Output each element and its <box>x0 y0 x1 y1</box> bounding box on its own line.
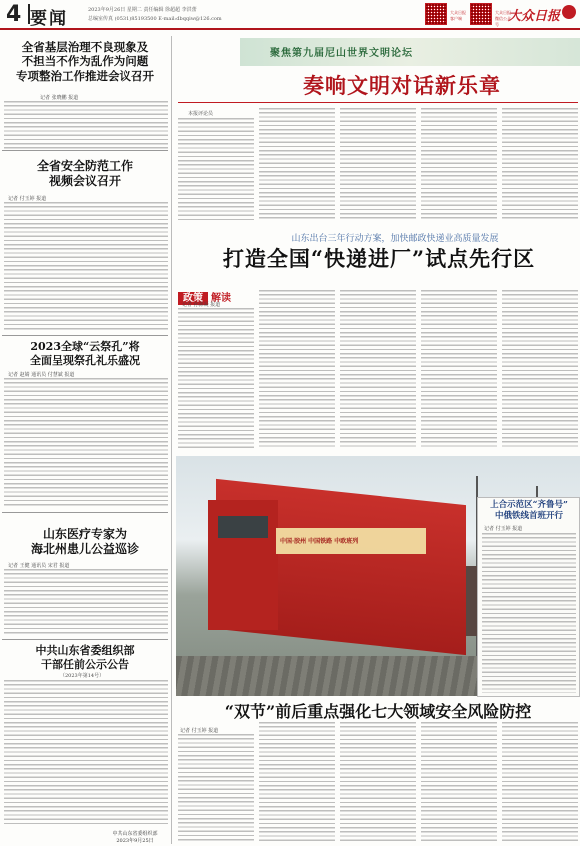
feature-body-col3 <box>340 108 416 220</box>
page-number: 4 <box>6 2 22 27</box>
article5-footer: 中共山东省委组织部 2023年9月25日 <box>112 831 158 844</box>
feature-body-col5 <box>502 108 578 220</box>
article1-title: 全省基层治理不良现象及 不担当不作为乱作为问题 专项整治工作推进会议召开 <box>16 40 154 83</box>
article1-body <box>4 101 168 149</box>
feature-headline: 奏响文明对话新乐章 <box>303 73 501 98</box>
article3-body <box>4 378 168 508</box>
safety-byline: 记者 付玉婷 报道 <box>180 728 219 734</box>
feature-body-col1 <box>178 118 254 220</box>
express-body-col5 <box>502 290 578 448</box>
article5-title: 中共山东省委组织部 干部任前公示公告 <box>35 644 135 671</box>
newspaper-logo: 大众日报 <box>508 9 561 24</box>
divider <box>2 512 168 513</box>
divider <box>178 102 578 103</box>
safety-body-col1 <box>178 734 254 842</box>
railway-box-title: 上合示范区“齐鲁号” 中俄铁线首班开行 <box>490 500 568 521</box>
column-divider <box>171 36 172 844</box>
photo-sign-text: 中国·胶州 中国铁路 中欧班列 <box>280 538 359 545</box>
article2-body <box>4 202 168 332</box>
masthead <box>0 0 580 30</box>
safety-body-col4 <box>421 722 497 842</box>
article3-title: 2023全球“云祭孔”将 全面呈现祭孔礼乐盛况 <box>30 340 140 367</box>
qr-label: 大众日报客户端 <box>450 10 466 21</box>
express-kicker: 山东出台三年行动方案，加快邮政快递业高质量发展 <box>291 234 499 244</box>
express-body-col4 <box>421 290 497 448</box>
photo-loco-window <box>218 516 268 538</box>
article4-body <box>4 569 168 635</box>
article4-byline: 记者 王健 通讯员 宋君 报道 <box>8 563 70 569</box>
feature-body-col2 <box>259 108 335 220</box>
railway-box-byline: 记者 付玉婷 报道 <box>484 526 523 532</box>
feature-body-col4 <box>421 108 497 220</box>
article3-byline: 记者 赵婧 通讯员 付慧斌 报道 <box>8 372 75 378</box>
article4-title: 山东医疗专家为 海北州患儿公益巡诊 <box>30 527 139 556</box>
express-headline: 打造全国“快递进厂”试点先行区 <box>222 246 536 271</box>
policy-tag-label: 政策 <box>178 292 208 305</box>
article2-title: 全省安全防范工作 视频会议召开 <box>36 159 133 188</box>
safety-body-col2 <box>259 722 335 842</box>
explain-tag-label: 解读 <box>211 293 231 304</box>
contact-line: 总编室传真 (0531)85193500 E-mail:dbqqiw@126.com <box>88 16 222 22</box>
qr-code-icon <box>470 3 492 25</box>
express-body-col3 <box>340 290 416 448</box>
qr-label: 大众日报微信公众号 <box>495 10 511 27</box>
article5-subtitle: （2023年第14号） <box>60 673 105 679</box>
article2-byline: 记者 付玉婷 报道 <box>8 196 47 202</box>
divider <box>2 150 168 151</box>
express-body-col2 <box>259 290 335 448</box>
newspaper-seal-icon <box>562 5 576 19</box>
article5-body <box>4 680 168 826</box>
express-body-col1 <box>178 308 254 448</box>
safety-body-col5 <box>502 722 578 842</box>
safety-headline: “双节”前后重点强化七大领域安全风险防控 <box>224 702 532 721</box>
divider <box>2 335 168 336</box>
article1-byline: 记者 张晓鹏 报道 <box>40 95 79 101</box>
section-title: 要闻 <box>30 9 68 29</box>
qr-code-icon <box>425 3 447 25</box>
date-line: 2023年9月26日 星期二 责任编辑 徐超超 李洪蕾 <box>88 7 197 13</box>
safety-body-col3 <box>340 722 416 842</box>
divider <box>2 639 168 640</box>
railway-box-body <box>482 533 576 693</box>
feature-byline: 本报评论员 <box>188 111 214 117</box>
feature-banner-text: 聚焦第九届尼山世界文明论坛 <box>270 48 413 59</box>
express-byline: 记者 孙源凝 报道 <box>182 302 221 308</box>
